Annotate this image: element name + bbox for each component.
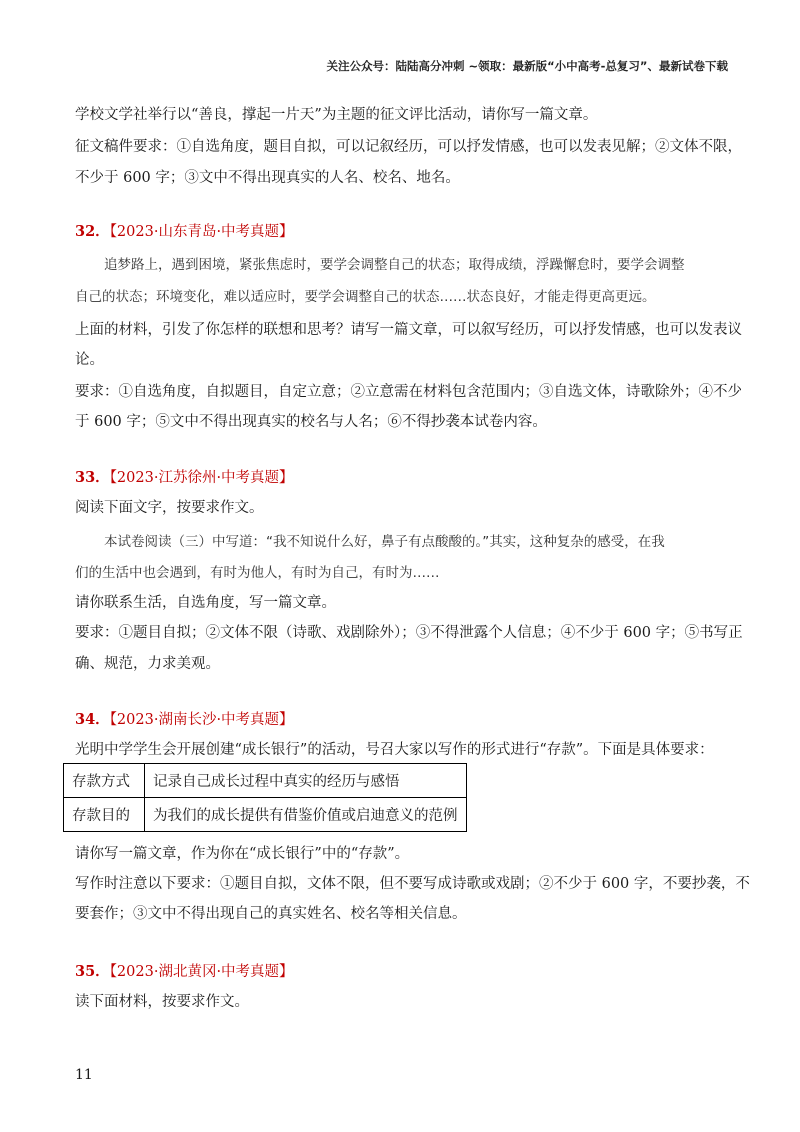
- q34-line: 请你写一篇文章，作为你在“成长银行”中的“存款”。: [75, 846, 410, 862]
- q31-line: 征文稿件要求：①自选角度，题目自拟，可以记叙经历，可以抒发情感，也可以发表见解；②文体不限，: [75, 139, 742, 155]
- q32-material-line: 追梦路上，遇到困境，紧张焦虑时，要学会调整自己的状态；取得成绩，浮躁懈怠时，要学会调整: [104, 257, 685, 273]
- q33-line: 请你联系生活，自选角度，写一篇文章。: [75, 595, 336, 611]
- q32-requirement-line: 要求：①自选角度，自拟题目，自定立意；②立意需在材料包含范围内；③自选文体，诗歌除外；④不少: [75, 384, 742, 400]
- q34-requirement-line: 要套作；③文中不得出现自己的真实姓名、校名等相关信息。: [75, 906, 467, 922]
- q31-line: 学校文学社举行以“善良，撑起一片天”为主题的征文评比活动，请你写一篇文章。: [75, 107, 598, 123]
- q32-line: 论。: [75, 352, 104, 368]
- q35-intro: 读下面材料，按要求作文。: [75, 994, 249, 1010]
- q34-intro: 光明中学学生会开展创建“成长银行”的活动，号召大家以写作的形式进行“存款”。下面是具体要求：: [75, 742, 714, 758]
- q31-line: 不少于 600 字；③文中不得出现真实的人名、校名、地名。: [75, 170, 460, 186]
- question-number: 35．: [75, 963, 110, 980]
- table-cell-key: 存款方式: [64, 764, 145, 798]
- question-number: 34．: [75, 711, 110, 728]
- q34-requirement-line: 写作时注意以下要求：①题目自拟，文体不限，但不要写成诗歌或戏剧；②不少于 600 字，不要抄袭，不: [75, 876, 750, 892]
- q33-requirement-line: 要求：①题目自拟；②文体不限（诗歌、戏剧除外）；③不得泄露个人信息；④不少于 600 字；⑤书写正: [75, 625, 743, 641]
- q33-intro: 阅读下面文字，按要求作文。: [75, 500, 264, 516]
- question-number: 32．: [75, 223, 110, 240]
- question-source-tag: 【2023·江苏徐州·中考真题】: [109, 470, 294, 486]
- question-heading-32: [75, 220, 294, 241]
- table-cell-key: 存款目的: [64, 798, 145, 832]
- question-heading-33: [75, 466, 294, 487]
- page-number: 11: [75, 1067, 93, 1083]
- question-source-tag: 【2023·湖南长沙·中考真题】: [109, 712, 294, 728]
- q33-material-line: 们的生活中也会遇到，有时为他人，有时为自己，有时为……: [75, 565, 440, 581]
- q33-requirement-line: 确、规范，力求美观。: [75, 656, 220, 672]
- q32-requirement-line: 于 600 字；⑤文中不得出现真实的校名与人名；⑥不得抄袭本试卷内容。: [75, 414, 547, 430]
- question-heading-34: [75, 708, 294, 729]
- table-row: [64, 798, 467, 832]
- question-heading-35: [75, 960, 294, 981]
- q33-material-line: 本试卷阅读（三）中写道：“我不知说什么好，鼻子有点酸酸的。”其实，这种复杂的感受，在我: [104, 534, 665, 550]
- requirements-table: [63, 763, 467, 832]
- q32-line: 上面的材料，引发了你怎样的联想和思考？请写一篇文章，可以叙写经历，可以抒发情感，也可以发表议: [75, 322, 742, 338]
- question-source-tag: 【2023·山东青岛·中考真题】: [109, 224, 294, 240]
- table-cell-value: 记录自己成长过程中真实的经历与感悟: [145, 764, 467, 798]
- question-number: 33．: [75, 469, 110, 486]
- question-source-tag: 【2023·湖北黄冈·中考真题】: [109, 964, 294, 980]
- page-header: 关注公众号：陆陆高分冲刺 ~领取：最新版“小中高考-总复习”、最新试卷下载: [326, 59, 728, 73]
- table-row: [64, 764, 467, 798]
- q32-material-line: 自己的状态；环境变化，难以适应时，要学会调整自己的状态……状态良好，才能走得更高更远。: [75, 289, 656, 305]
- table-cell-value: 为我们的成长提供有借鉴价值或启迪意义的范例: [145, 798, 467, 832]
